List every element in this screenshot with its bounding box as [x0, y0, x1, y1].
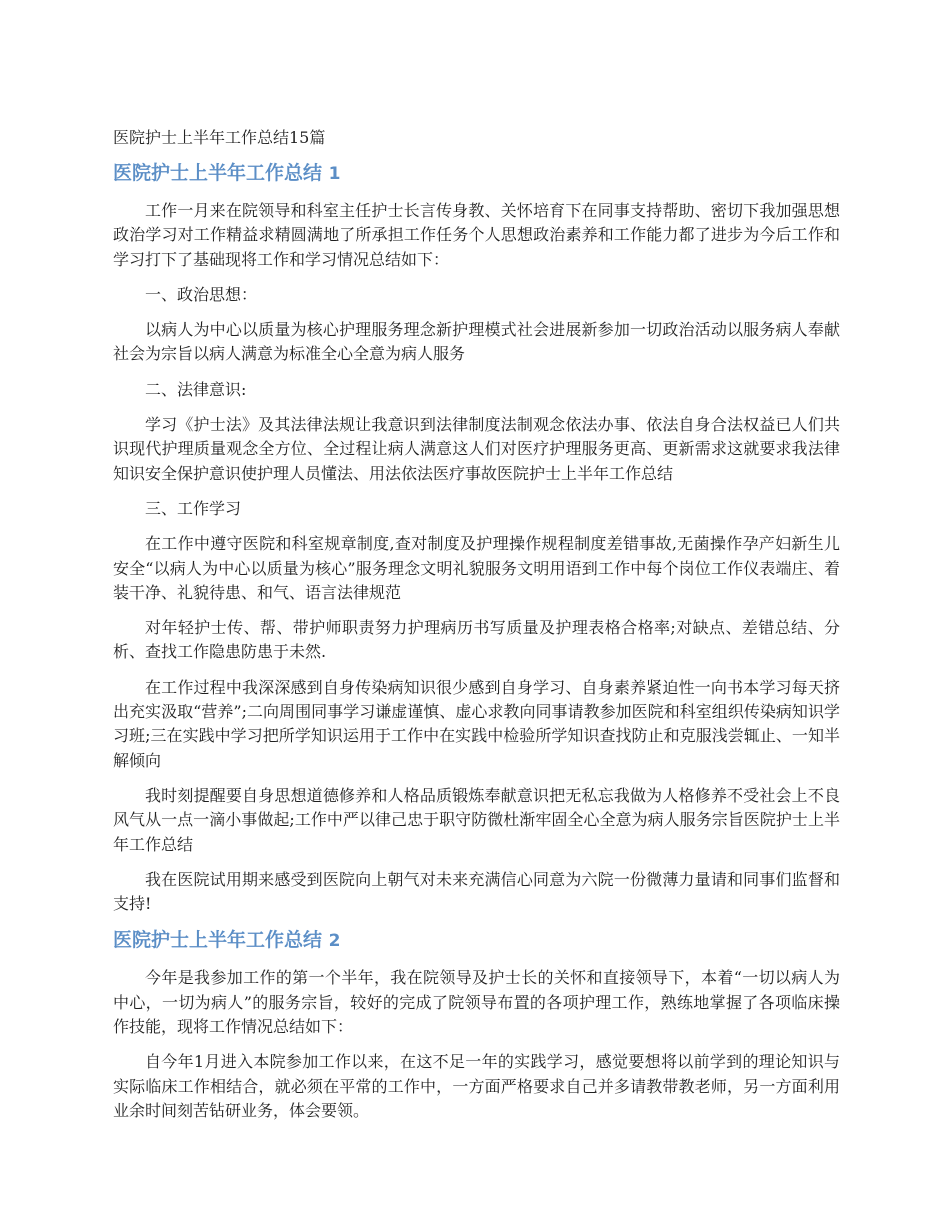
paragraph: 二、法律意识: — [145, 379, 247, 399]
paragraph: 对年轻护士传、帮、带护师职责努力护理病历书写质量及护理表格合格率;对缺点、差错总结、分析、查找工作隐患防患于未然. — [113, 618, 840, 662]
section-number: 1 — [328, 164, 341, 184]
document-page — [113, 126, 840, 1134]
section-heading-text: 医院护士上半年工作总结 — [113, 929, 323, 952]
paragraph: 学习《护士法》及其法律法规让我意识到法律制度法制观念依法办事、依法自身合法权益已人们共识现代护理质量观念全方位、全过程让病人满意这人们对医疗护理服务更高、更新需求这就要求我法律知识安全保护意识使护理人员懂法、用法依法医疗事故医院护士上半年工作总结 — [113, 415, 840, 483]
document-title: 医院护士上半年工作总结15篇 — [113, 128, 326, 147]
paragraph: 工作一月来在院领导和科室主任护士长言传身教、关怀培育下在同事支持帮助、密切下我加强思想政治学习对工作精益求精圆满地了所承担工作任务个人思想政治素养和工作能力都了进步为今后工作和学习打下了基础现将工作和学习情况总结如下： — [113, 201, 840, 269]
section-heading — [113, 160, 840, 187]
section-heading — [113, 927, 840, 954]
section-2 — [113, 927, 840, 1123]
paragraph: 三、工作学习 — [145, 498, 242, 518]
paragraph: 在工作中遵守医院和科室规章制度,查对制度及护理操作规程制度差错事故,无菌操作孕产妇新生儿安全“以病人为中心以质量为核心”服务理念文明礼貌服务文明用语到工作中每个岗位工作仪表端庄、着装干净、礼貌待患、和气、语言法律规范 — [113, 534, 840, 602]
paragraph: 自今年1月进入本院参加工作以来，在这不足一年的实践学习，感觉要想将以前学到的理论知识与实际临床工作相结合，就必须在平常的工作中，一方面严格要求自己并多请教带教老师，另一方面利用业余时间刻苦钻研业务，体会要领。 — [113, 1052, 840, 1120]
paragraph: 我时刻提醒要自身思想道德修养和人格品质锻炼奉献意识把无私忘我做为人格修养不受社会上不良风气从一点一滴小事做起;工作中严以律己忠于职守防微杜渐牢固全心全意为病人服务宗旨医院护士上半年工作总结 — [113, 785, 840, 854]
paragraph: 一、政治思想： — [145, 284, 258, 304]
paragraph: 我在医院试用期来感受到医院向上朝气对未来充满信心同意为六院一份微薄力量请和同事们监督和支持! — [113, 869, 840, 914]
section-1 — [113, 160, 840, 916]
paragraph: 以病人为中心以质量为核心护理服务理念新护理模式社会进展新参加一切政治活动以服务病人奉献社会为宗旨以病人满意为标准全心全意为病人服务 — [113, 320, 840, 364]
section-heading-text: 医院护士上半年工作总结 — [113, 162, 323, 184]
paragraph: 在工作过程中我深深感到自身传染病知识很少感到自身学习、自身素养紧迫性一向书本学习每天挤出充实汲取“营养”;二向周围同事学习谦虚谨慎、虚心求教向同事请教参加医院和科室组织传染病知识学习班;三在实践中学习把所学知识运用于工作中在实践中检验所学知识查找防止和克服浅尝辄止、一知半解倾向 — [113, 677, 840, 770]
paragraph: 今年是我参加工作的第一个半年，我在院领导及护士长的关怀和直接领导下，本着“一切以病人为中心，一切为病人”的服务宗旨，较好的完成了院领导布置的各项护理工作，熟练地掌握了各项临床操作技能，现将工作情况总结如下： — [113, 968, 840, 1037]
section-number: 2 — [328, 931, 341, 952]
